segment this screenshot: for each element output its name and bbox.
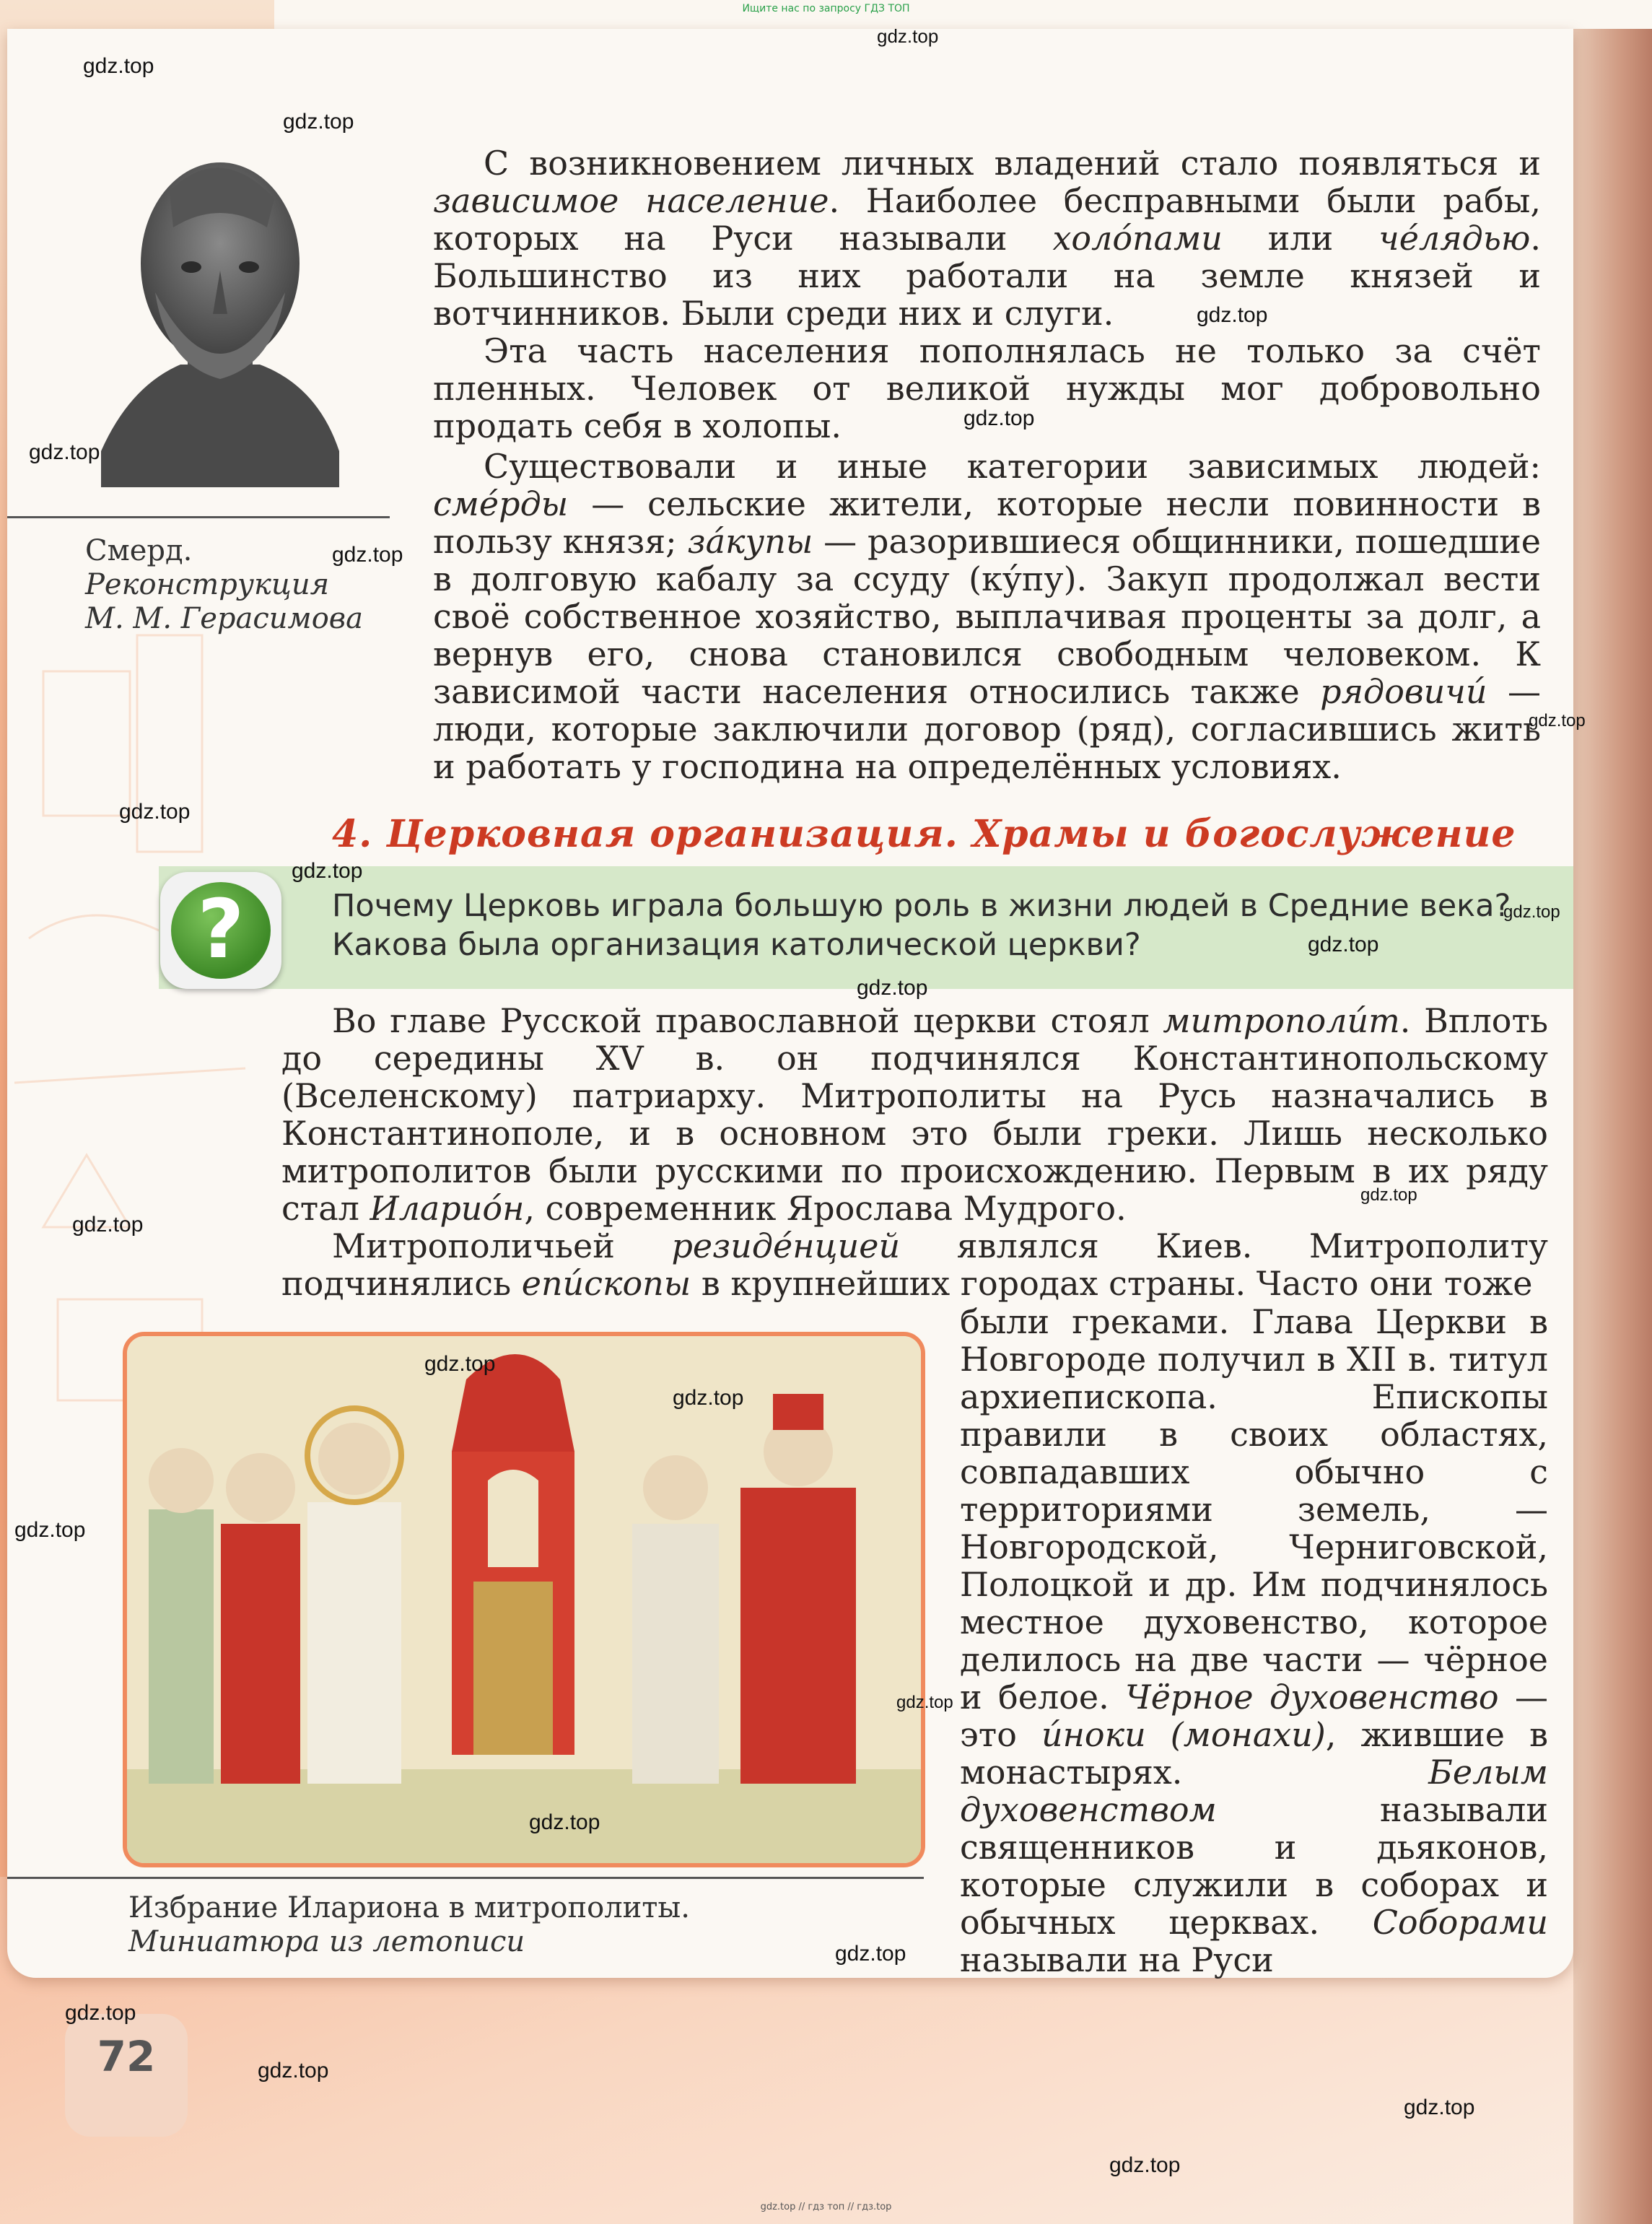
paragraph-2: Эта часть населения пополнялась не только за счёт пленных. Человек от великой нужды мог добровольно продать себя в холопы.: [433, 331, 1541, 445]
section-heading: 4. Церковная организация. Храмы и богослужение: [332, 812, 1516, 856]
watermark: gdz.top: [529, 1810, 600, 1834]
page-edge: [1573, 29, 1652, 2224]
bust-caption-line1: Смерд.: [85, 534, 193, 567]
paragraph-6: были греками. Глава Церкви в Новгороде получил в XII в. титул архиепископа. Епископы правили в своих областях, совпадавших обычно с территориями земель, — Новгородской, Черниговской, Полоцкой и др. Им подчинялось местное духовенство, которое делилось на две части — чёрное и белое. Чёрное духовенство — это и́ноки (монахи), жившие в монастырях. Белым духовенством называли священников и дьяконов, которые служили в соборах и обычных церквах. Соборами называли на Руси: [960, 1302, 1549, 1979]
paragraph-3: Существовали и иные категории зависимых людей: сме́рды — сельские жители, которые несли повинности в пользу князя; за́купы — разорившиеся общинники, пошедшие в долговую кабалу за ссуду (ку́пу). Закуп продолжал вести своё собственное хозяйство, выплачивая проценты за долг, а вернув его, снова становился свободным человеком. К зависимой части населения относились также рядовичи́ — люди, которые заключили договор (ряд), согласившись жить и работать у господина на определённых условиях.: [433, 447, 1542, 786]
watermark: gdz.top: [896, 1693, 953, 1712]
page-number: 72: [97, 2032, 156, 2081]
bust-caption-line3: М. М. Герасимова: [85, 602, 363, 635]
question-mark-glyph: ?: [197, 883, 245, 977]
watermark: gdz.top: [332, 543, 403, 567]
watermark: gdz.top: [83, 54, 154, 78]
text-block-top-wide: [278, 448, 1541, 785]
miniature-caption: [128, 1891, 922, 1959]
watermark: gdz.top: [673, 1386, 744, 1410]
watermark: gdz.top: [258, 2059, 329, 2083]
watermark: gdz.top: [1404, 2096, 1475, 2119]
text-block-top-narrow: [433, 144, 1541, 445]
paragraph-1: С возникновением личных владений стало появляться и зависимое население. Наиболее бесправными были рабы, которых на Руси называли холо́пами или че́лядью. Большинство из них работали на земле князей и вотчинников. Были среди них и слуги.: [433, 144, 1541, 333]
watermark: gdz.top: [29, 440, 100, 464]
watermark: gdz.top: [1109, 2153, 1181, 2177]
watermark: gdz.top: [857, 976, 928, 1000]
watermark: gdz.top: [963, 406, 1035, 430]
footer-links[interactable]: gdz.top // гдз топ // гдз.top: [760, 2202, 892, 2212]
site-banner[interactable]: Ищите нас по запросу ГДЗ ТОП: [742, 3, 910, 14]
miniature-caption-rule: [7, 1877, 924, 1879]
text-block-middle: [281, 1002, 1548, 1302]
watermark: gdz.top: [1308, 933, 1379, 956]
watermark: gdz.top: [119, 800, 191, 824]
miniature-caption-line1: Избрание Илариона в митрополиты.: [128, 1891, 690, 1924]
watermark: gdz.top: [877, 25, 939, 47]
miniature-drawing: [127, 1336, 921, 1863]
paragraph-5: Митрополичьей резиде́нцией являлся Киев. Митрополиту подчинялись епи́скопы в крупнейших городах страны. Часто они тоже: [281, 1226, 1548, 1303]
watermark: gdz.top: [1503, 902, 1560, 922]
watermark: gdz.top: [65, 2001, 136, 2025]
paragraph-4: Во главе Русской православной церкви стоял митрополи́т. Вплоть до середины XV в. он подчинялся Константинопольскому (Вселенскому) патриарху. Митрополиты на Русь назначались в Константинополе, и в основном это были греки. Лишь несколько митрополитов были русскими по происхождению. Первым в их ряду стал Иларио́н, современник Ярослава Мудрого.: [281, 1001, 1548, 1228]
watermark: gdz.top: [292, 859, 363, 883]
watermark: gdz.top: [424, 1352, 496, 1376]
watermark: gdz.top: [1360, 1185, 1417, 1205]
bust-caption-line2: Реконструкция: [85, 568, 330, 601]
watermark: gdz.top: [1529, 711, 1586, 731]
miniature-caption-line2: Миниатюра из летописи: [128, 1925, 525, 1958]
watermark: gdz.top: [283, 110, 354, 134]
watermark: gdz.top: [72, 1213, 144, 1237]
text-block-right-column: [960, 1303, 1548, 1979]
question-text: Почему Церковь играла большую роль в жизни людей в Средние века? Какова была организация католической церкви?: [332, 888, 1511, 963]
watermark: gdz.top: [835, 1942, 906, 1966]
watermark: gdz.top: [14, 1518, 86, 1542]
watermark: gdz.top: [1197, 303, 1268, 327]
miniature-image: [123, 1332, 925, 1867]
